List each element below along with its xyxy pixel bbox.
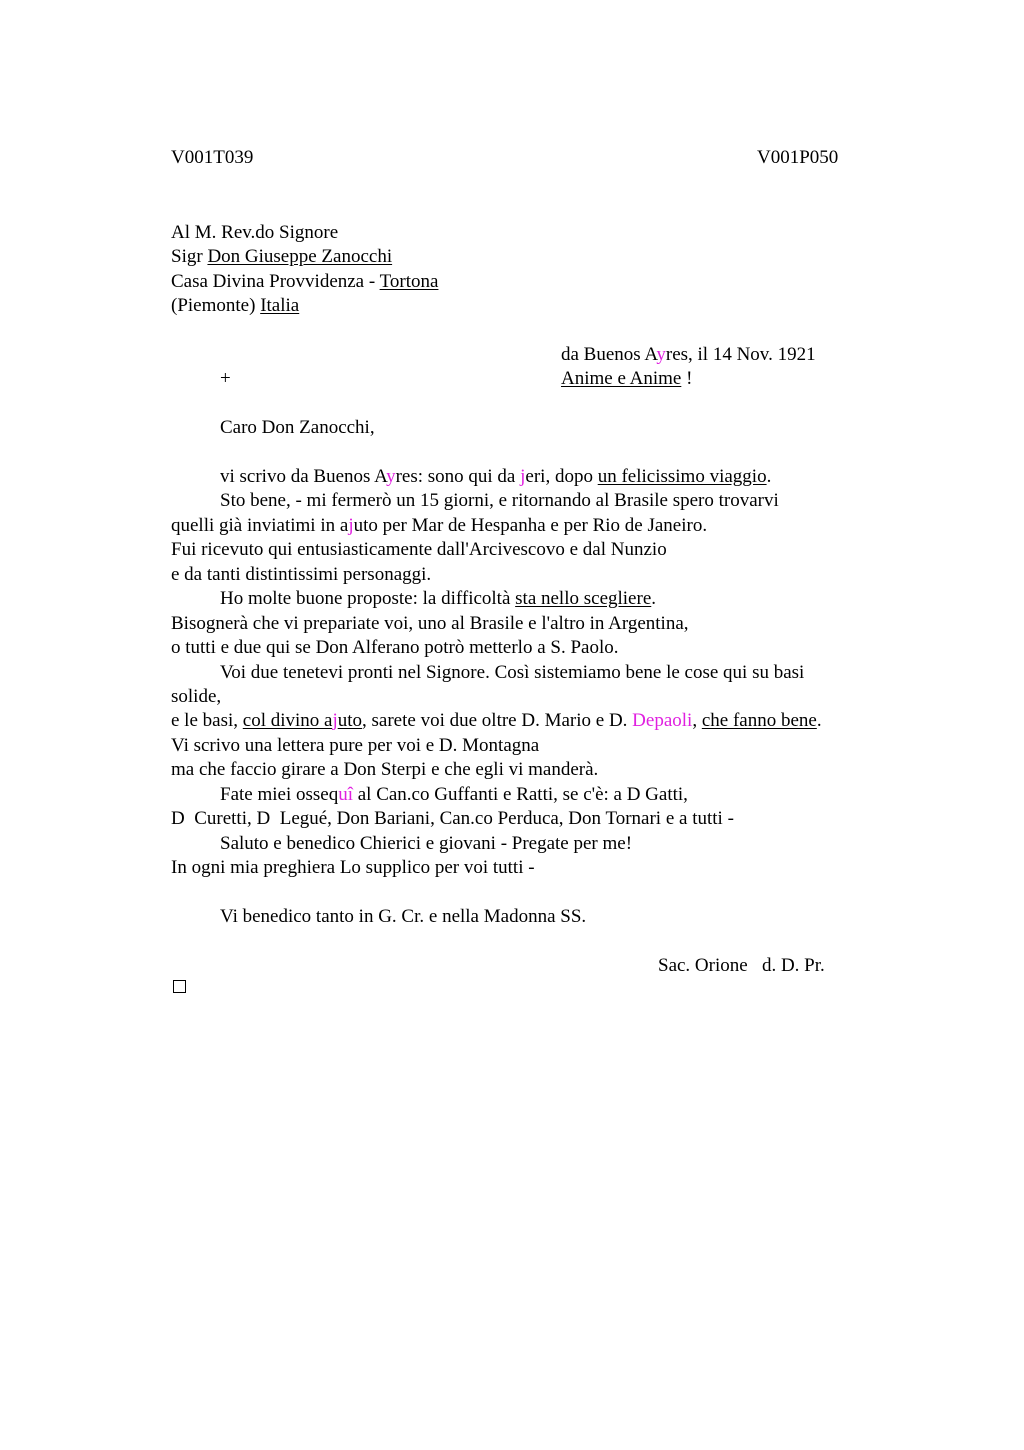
text-highlight: Depaoli <box>632 710 693 731</box>
body-line: e da tanti distintissimi personaggi. <box>171 564 432 585</box>
body-line <box>220 465 771 489</box>
body-line: Voi due tenetevi pronti nel Signore. Così sistemiamo bene le cose qui su basi <box>220 662 805 683</box>
text-underlined: che fanno bene <box>701 710 817 731</box>
text-highlight: y <box>386 466 396 487</box>
motto-end: ! <box>681 368 693 389</box>
text-run: . <box>766 466 772 487</box>
dateline <box>561 343 816 367</box>
body-line: Fui ricevuto qui entusiasticamente dall'Arcivescovo e dal Nunzio <box>171 539 667 560</box>
dateline-part: da Buenos A <box>561 344 657 365</box>
text-run: . <box>651 588 656 609</box>
body-line: Vi scrivo una lettera pure per voi e D. Montagna <box>171 735 540 756</box>
salutation: Caro Don Zanocchi, <box>220 417 375 438</box>
text-run: eri, dopo <box>525 466 598 487</box>
body-line: Vi benedico tanto in G. Cr. e nella Madonna SS. <box>220 906 587 927</box>
cross-mark: + <box>220 368 231 389</box>
body-line <box>171 709 822 733</box>
body-line: solide, <box>171 686 222 707</box>
text-run: Fate miei osseq <box>220 784 339 805</box>
recipient-name: Don Giuseppe Zanocchi <box>207 246 393 267</box>
body-line: ma che faccio girare a Don Sterpi e che egli vi manderà. <box>171 759 599 780</box>
body-line <box>220 587 656 611</box>
text-run: , <box>692 710 702 731</box>
text-underlined: col divino a <box>242 710 333 731</box>
signature: Sac. Orione d. D. Pr. <box>658 955 825 976</box>
address-country: Italia <box>260 295 300 316</box>
text-run: , sarete voi due oltre D. Mario e D. <box>362 710 633 731</box>
text-run: quelli già inviatimi in a <box>171 515 349 536</box>
address-region: (Piemonte) <box>171 295 261 316</box>
motto-line <box>561 367 692 391</box>
body-line: Bisognerà che vi prepariate voi, uno al Brasile e l'altro in Argentina, <box>171 613 689 634</box>
address-line-3 <box>171 270 438 294</box>
text-run: uto per Mar de Hespanha e per Rio de Janeiro. <box>353 515 708 536</box>
body-line: In ogni mia preghiera Lo supplico per voi tutti - <box>171 857 535 878</box>
text-highlight: j <box>520 466 526 487</box>
body-line: Saluto e benedico Chierici e giovani - Pregate per me! <box>220 833 633 854</box>
body-line: D Curetti, D Legué, Don Bariani, Can.co Perduca, Don Tornari e a tutti - <box>171 808 734 829</box>
dateline-part: res, il 14 Nov. 1921 <box>665 344 816 365</box>
address-line-4 <box>171 294 299 318</box>
motto: Anime e Anime <box>561 368 682 389</box>
body-line: o tutti e due qui se Don Alferano potrò metterlo a S. Paolo. <box>171 637 619 658</box>
text-run: res: sono qui da <box>395 466 521 487</box>
text-highlight: j <box>332 710 338 731</box>
address-line-1: Al M. Rev.do Signore <box>171 222 339 243</box>
body-line: Sto bene, - mi fermerò un 15 giorni, e ritornando al Brasile spero trovarvi <box>220 490 779 511</box>
body-line <box>171 514 707 538</box>
text-run: Ho molte buone proposte: la difficoltà <box>220 588 516 609</box>
document-code-left: V001T039 <box>171 147 254 168</box>
text-underlined: un felicissimo viaggio <box>597 466 767 487</box>
address-prefix: Sigr <box>171 246 208 267</box>
document-code-right: V001P050 <box>757 147 839 168</box>
text-highlight: j <box>348 515 354 536</box>
empty-square-icon <box>173 980 186 993</box>
text-underlined: sta nello scegliere <box>515 588 652 609</box>
dateline-highlight: y <box>656 344 666 365</box>
text-underlined: uto <box>337 710 363 731</box>
address-city: Tortona <box>379 271 439 292</box>
text-run: vi scrivo da Buenos A <box>220 466 387 487</box>
text-run: e le basi, <box>171 710 243 731</box>
text-highlight: uî <box>338 784 353 805</box>
text-run: . <box>816 710 822 731</box>
text-run: al Can.co Guffanti e Ratti, se c'è: a D Gatti, <box>352 784 688 805</box>
address-house: Casa Divina Provvidenza - <box>171 271 380 292</box>
body-line <box>220 783 688 807</box>
address-line-2 <box>171 245 392 269</box>
